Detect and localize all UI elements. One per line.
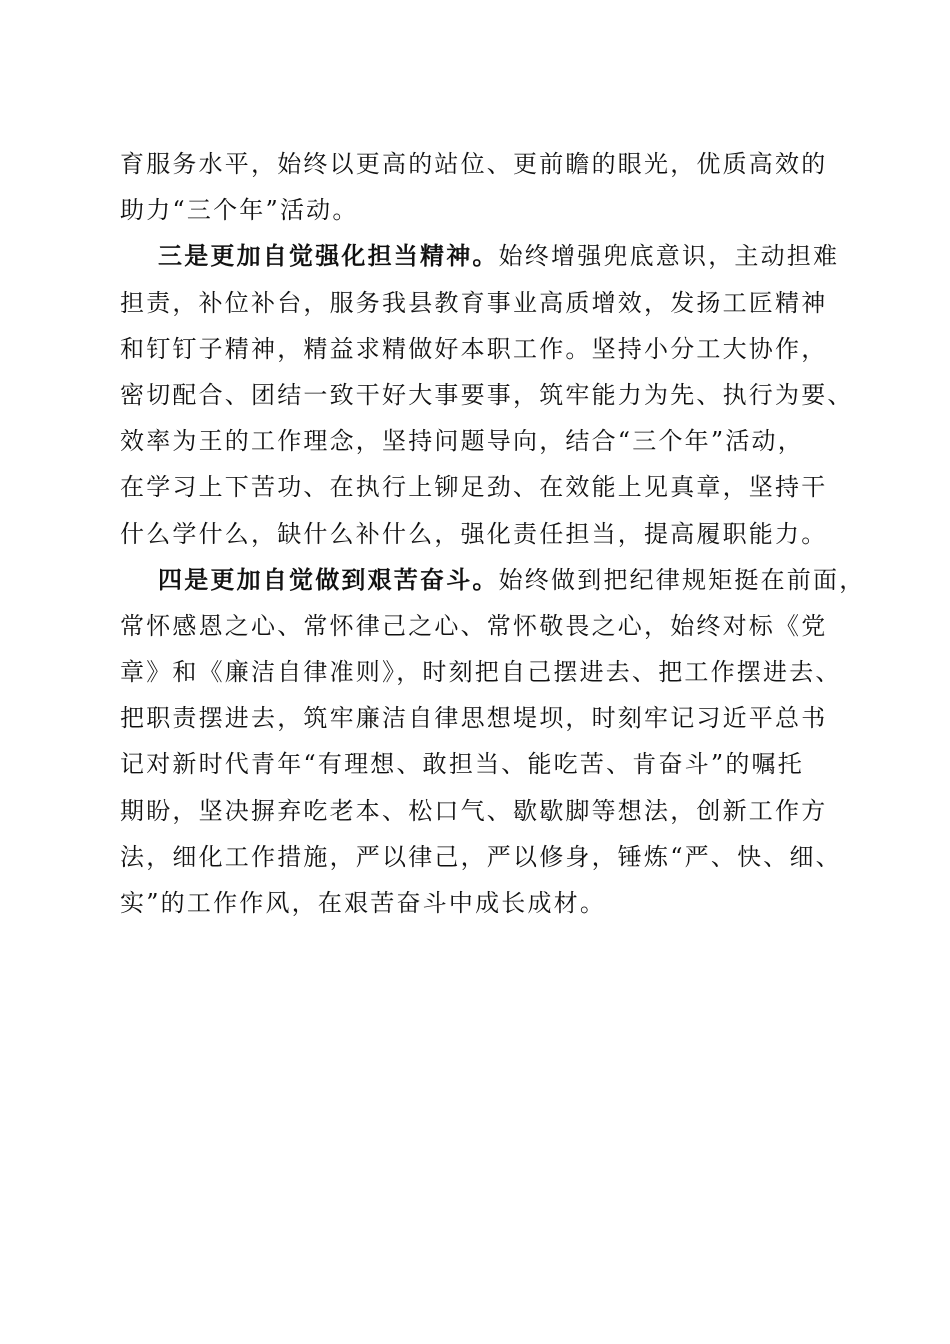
text-line xyxy=(120,880,840,926)
line-text: 法，细化工作措施，严以律己，严以修身，锤炼“严、快、细、 xyxy=(120,842,842,871)
line-text: 担责，补位补台，服务我县教育事业高质增效，发扬工匠精神 xyxy=(120,288,828,317)
text-line xyxy=(120,834,840,880)
text-line xyxy=(120,187,840,233)
paragraph-start-line xyxy=(120,557,866,603)
text-line xyxy=(120,326,840,372)
line-text: 期盼，坚决摒弃吃老本、松口气、歇歇脚等想法，创新工作方 xyxy=(120,796,828,825)
line-text: 什么学什么，缺什么补什么，强化责任担当，提高履职能力。 xyxy=(120,519,828,548)
line-text: 始终做到把纪律规矩挺在前面， xyxy=(498,565,866,594)
text-line xyxy=(120,741,840,787)
text-line xyxy=(120,603,840,649)
paragraph-heading: 三是更加自觉强化担当精神。 xyxy=(158,241,499,271)
line-text: 始终增强兜底意识，主动担难 xyxy=(498,242,840,271)
line-text: 和钉钉子精神，精益求精做好本职工作。坚持小分工大协作， xyxy=(120,334,828,363)
text-line xyxy=(120,141,840,187)
line-text: 助力“三个年”活动。 xyxy=(120,196,359,225)
line-text: 实”的工作作风，在艰苦奋斗中成长成材。 xyxy=(120,889,607,917)
paragraph-start-line xyxy=(120,233,840,279)
text-line xyxy=(120,649,840,695)
text-line xyxy=(120,280,840,326)
text-line xyxy=(120,511,840,557)
line-text: 常怀感恩之心、常怀律己之心、常怀敬畏之心，始终对标《党 xyxy=(120,611,828,640)
line-text: 在学习上下苦功、在执行上铆足劲、在效能上见真章，坚持干 xyxy=(120,473,828,502)
line-text: 把职责摆进去，筑牢廉洁自律思想堤坝，时刻牢记习近平总书 xyxy=(120,704,828,733)
paragraph-heading: 四是更加自觉做到艰苦奋斗。 xyxy=(158,564,499,594)
body-text xyxy=(120,141,866,926)
line-text: 章》和《廉洁自律准则》，时刻把自己摆进去、把工作摆进去、 xyxy=(120,658,842,687)
text-line xyxy=(120,464,840,510)
line-text: 记对新时代青年“有理想、敢担当、能吃苦、肯奋斗”的嘱托 xyxy=(120,750,804,779)
line-text: 密切配合、团结一致干好大事要事，筑牢能力为先、执行为要、 xyxy=(120,380,854,409)
text-line xyxy=(120,695,840,741)
text-line xyxy=(120,418,840,464)
line-text: 效率为王的工作理念，坚持问题导向，结合“三个年”活动， xyxy=(120,427,804,456)
text-line xyxy=(120,372,854,418)
line-text: 育服务水平，始终以更高的站位、更前瞻的眼光，优质高效的 xyxy=(120,150,828,178)
text-line xyxy=(120,788,840,834)
